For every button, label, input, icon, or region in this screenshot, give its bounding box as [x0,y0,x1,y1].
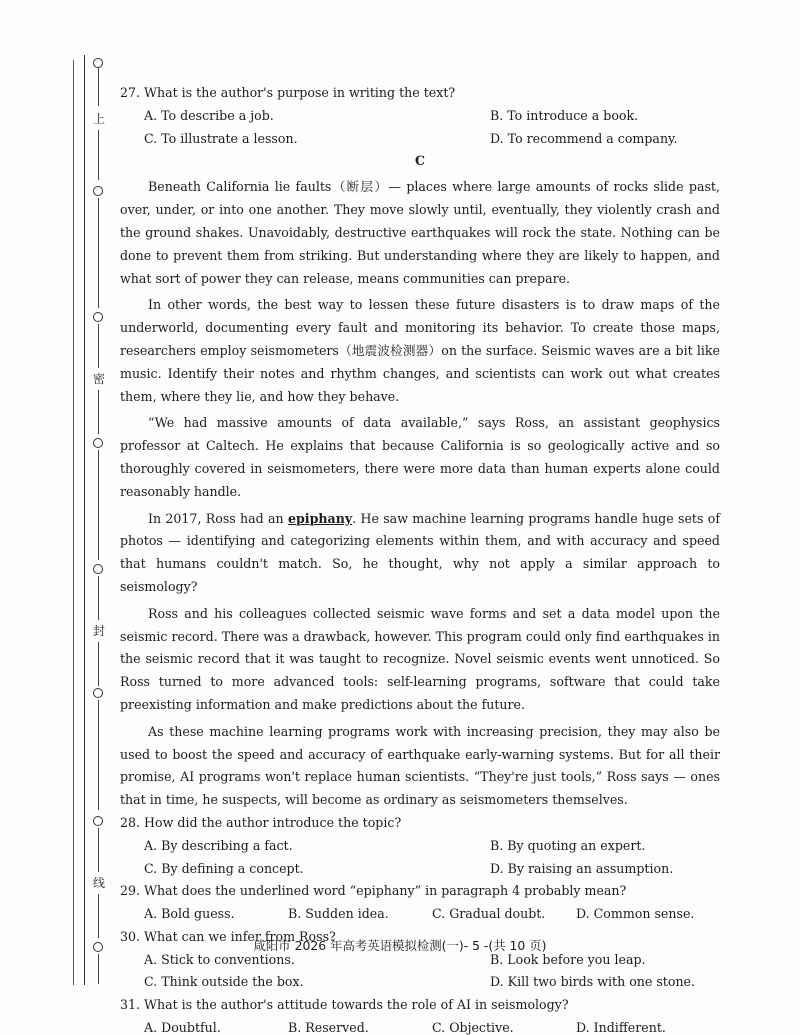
underlined-word-epiphany: epiphany [287,510,353,526]
question-28-options [120,835,720,881]
binding-dash [98,954,99,984]
option-31-a: A. Doubtful. [144,1020,221,1035]
binding-hole [93,186,103,196]
question-27-options [120,105,720,151]
binding-hole [93,564,103,574]
margin-label-mi: 密 [92,372,105,386]
binding-hole [93,58,103,68]
passage-section-label: C [414,153,426,169]
question-31-stem: 31. What is the author's attitude towards the role of AI in seismology? [120,997,569,1013]
p4-text-before: In 2017, Ross had an [148,510,288,526]
option-30-c: C. Think outside the box. [144,974,304,990]
binding-dash [98,576,99,620]
question-29-options [120,903,720,926]
binding-hole [93,438,103,448]
option-27-c: C. To illustrate a lesson. [144,130,298,146]
margin-label-xian: 线 [92,876,105,890]
binding-inner-line [84,55,85,985]
binding-dash [98,450,99,560]
binding-dash [98,828,99,872]
binding-dash [98,324,99,368]
binding-dash [98,130,99,180]
p4-text-after: . He saw machine learning programs handle huge sets of photos — identifying and categorizing elements within them, and with accuracy and speed that humans couldn't match. So, he thought, why not apply a similar approach to seismology? [120,510,720,594]
binding-dash [98,642,99,686]
question-31-options [120,1017,720,1035]
page-footer: 咸阳市 2026 年高考英语模拟检测(一)- 5 -(共 10 页) [253,938,547,953]
question-29-stem: 29. What does the underlined word “epiphany” in paragraph 4 probably mean? [120,883,627,899]
option-28-d: D. By raising an assumption. [490,860,674,876]
passage-paragraph-4 [120,508,720,599]
option-30-a: A. Stick to conventions. [144,951,295,967]
binding-dash [98,390,99,434]
option-30-b: B. Look before you leap. [490,951,646,967]
binding-dash [98,700,99,810]
question-27-stem: 27. What is the author's purpose in writing the text? [120,85,456,100]
option-29-d: D. Common sense. [576,906,695,922]
option-31-d: D. Indifferent. [576,1020,666,1035]
question-30-stem: 30. What can we infer from Ross? [120,928,336,944]
option-31-c: C. Objective. [432,1020,514,1035]
option-27-b: B. To introduce a book. [490,107,639,123]
binding-dash [98,894,99,938]
option-30-d: D. Kill two birds with one stone. [490,974,696,990]
question-28-stem: 28. How did the author introduce the topic? [120,814,402,830]
binding-hole [93,816,103,826]
question-30-options [120,949,720,995]
exam-content [120,82,720,1035]
option-27-d: D. To recommend a company. [490,130,678,146]
option-27-a: A. To describe a job. [144,107,274,123]
option-29-a: A. Bold guess. [144,906,235,922]
binding-outer-line [73,60,74,985]
binding-hole [93,312,103,322]
binding-dash [98,198,99,308]
option-28-b: B. By quoting an expert. [490,837,646,853]
passage-paragraph-3: “We had massive amounts of data available,” says Ross, an assistant geophysics professor at Caltech. He explains that because California is so geologically active and so thoroughly covered in seismometers, there were more data than human experts alone could reasonably handle. [120,415,720,499]
margin-label-shang: 上 [92,112,105,126]
passage-paragraph-5: Ross and his colleagues collected seismic wave forms and set a data model upon the seismic record. There was a drawback, however. This program could only find earthquakes in the seismic record that it was taught to recognize. Novel seismic events went unnoticed. So Ross turned to more advanced tools: self-learning programs, software that could take preexisting information and make predictions about the future. [120,605,720,712]
option-28-c: C. By defining a concept. [144,860,304,876]
binding-dash [98,66,99,106]
binding-hole [93,688,103,698]
margin-label-feng: 封 [92,624,105,638]
passage-paragraph-6: As these machine learning programs work with increasing precision, they may also be used to boost the speed and accuracy of earthquake early-warning systems. But for all their promise, AI programs won't replace human scientists. “They're just tools,” Ross says — ones that in time, he suspects, will become as ordinary as seismometers themselves. [120,723,720,808]
passage-paragraph-1: Beneath California lie faults（断层）— places where large amounts of rocks slide past, over, under, or into one another. They move slowly until, eventually, they violently crash and the ground shakes. Unavoidably, destructive earthquakes will rock the state. Nothing can be done to prevent them from striking. But understanding where they are likely to happen, and what sort of power they can release, means communities can prepare. [120,179,720,286]
option-29-b: B. Sudden idea. [288,906,389,922]
option-28-a: A. By describing a fact. [144,837,293,853]
option-29-c: C. Gradual doubt. [432,906,546,922]
option-31-b: B. Reserved. [288,1020,369,1035]
passage-paragraph-2: In other words, the best way to lessen these future disasters is to draw maps of the underworld, documenting every fault and monitoring its behavior. To create those maps, researchers employ seismometers（地震波检测器）on the surface. Seismic waves are a bit like music. Identify their notes and rhythm changes, and scientists can work out what creates them, where they lie, and how they behave. [120,297,720,404]
